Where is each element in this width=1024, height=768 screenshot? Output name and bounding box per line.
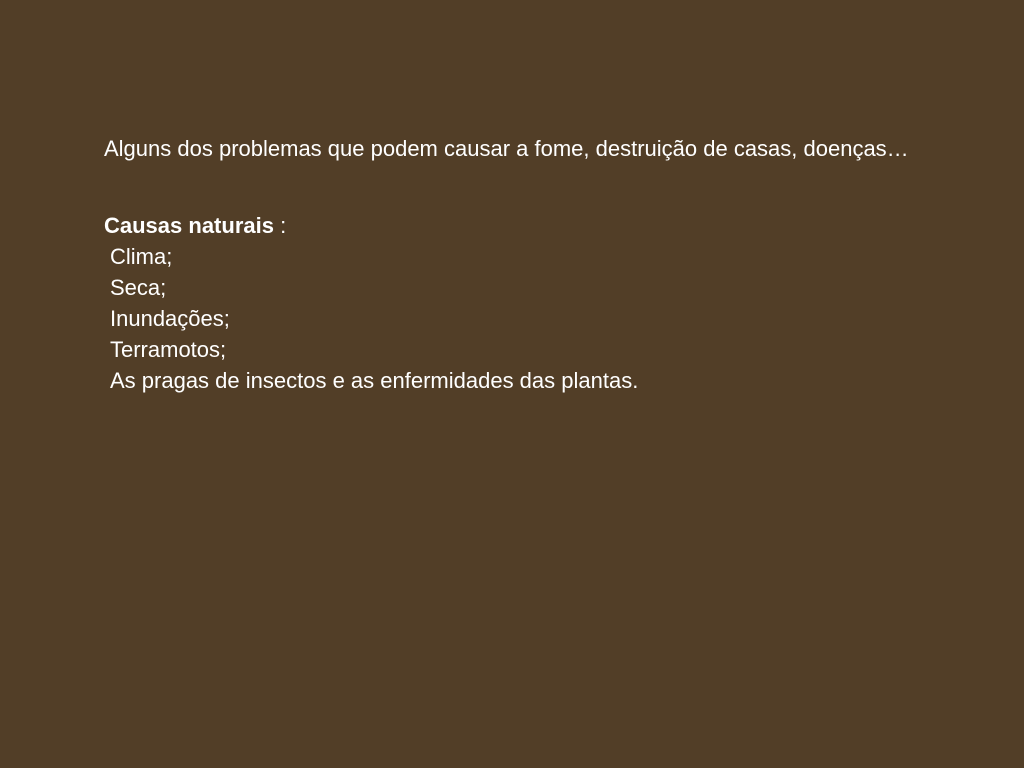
list-item: As pragas de insectos e as enfermidades das plantas. (110, 368, 639, 393)
natural-causes-heading (104, 210, 944, 241)
natural-causes-colon: : (273, 213, 287, 238)
list-item: Inundações; (110, 306, 230, 331)
natural-causes-section (104, 210, 944, 396)
intro-paragraph: Alguns dos problemas que podem causar a fome, destruição de casas, doenças… (104, 136, 909, 161)
list-item: Terramotos; (110, 337, 227, 362)
list-item: Clima; (110, 244, 173, 269)
natural-causes-title: Causas naturais (104, 213, 274, 238)
natural-causes-list (104, 241, 944, 396)
list-item: Seca; (110, 275, 167, 300)
